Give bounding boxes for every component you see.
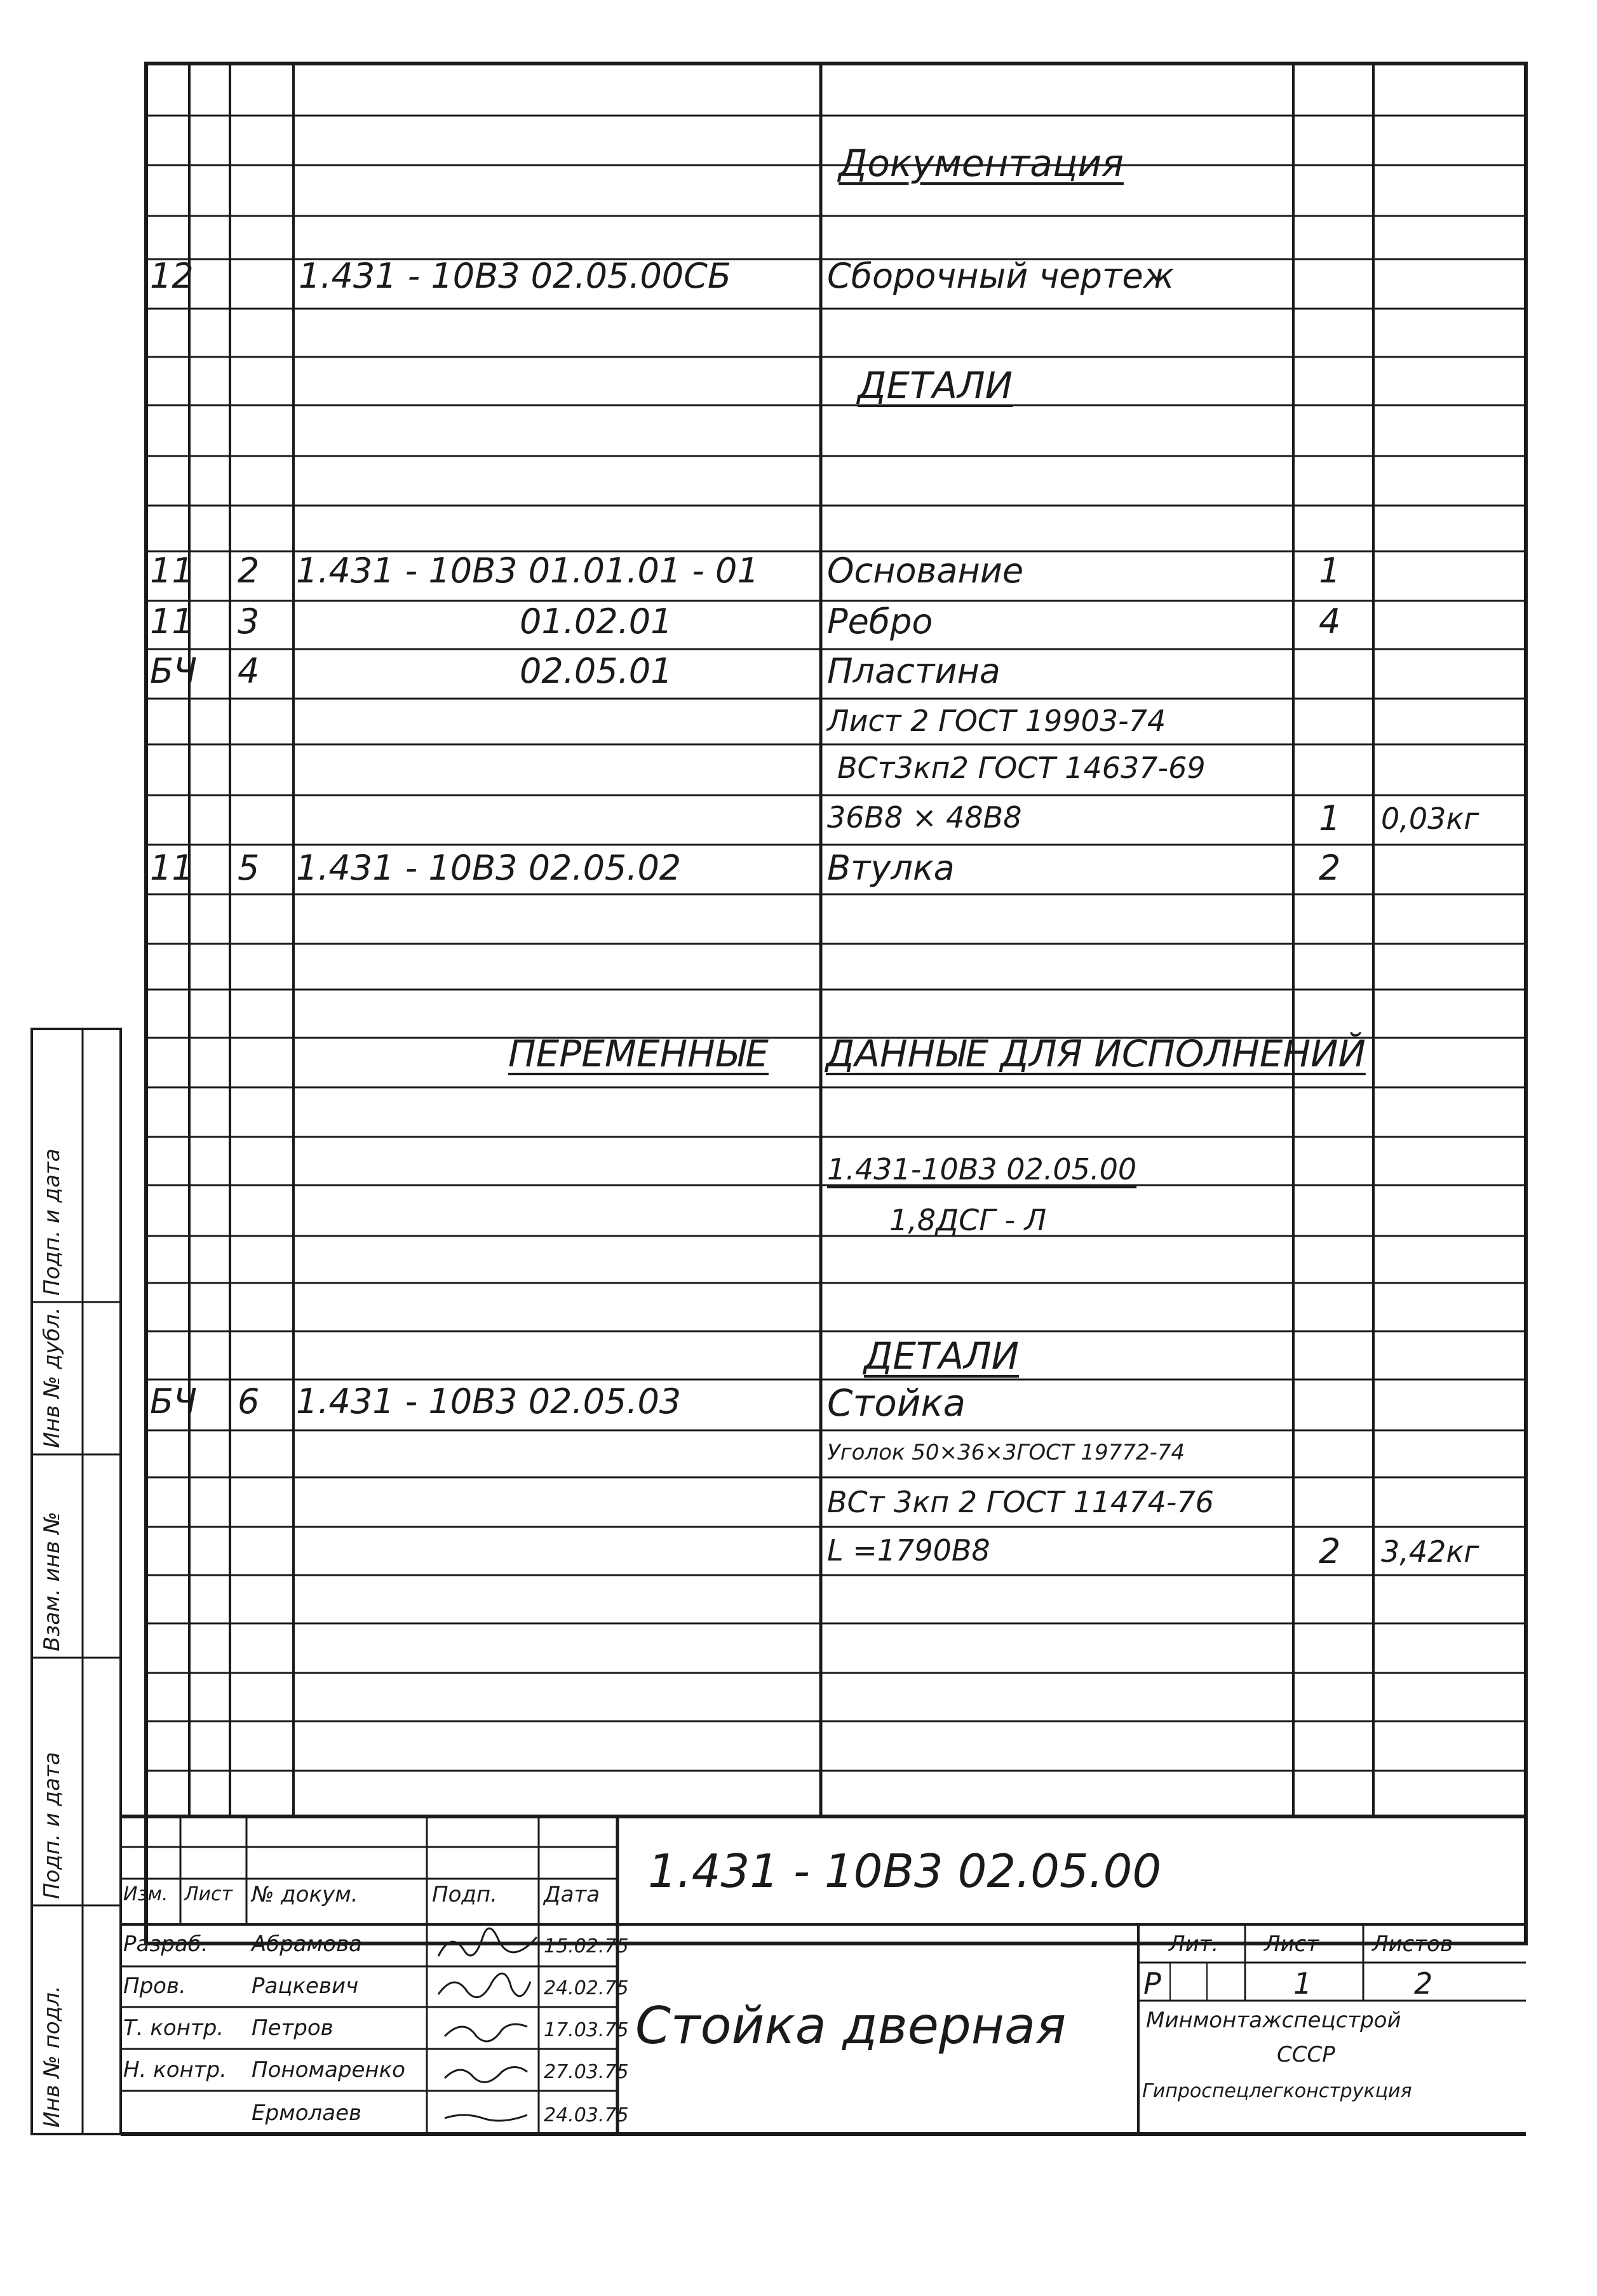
org-line-3: Гипроспецлегконструкция (1142, 2080, 1412, 2102)
person-name: Петров (252, 2015, 334, 2041)
row-pos: 3 (238, 601, 260, 641)
row-format: 11 (150, 601, 194, 641)
section-variable-right: ДАННЫЕ ДЛЯ ИСПОЛНЕНИЙ (826, 1032, 1366, 1075)
row-name: ВСт3кп2 ГОСТ 14637-69 (837, 751, 1206, 785)
stamp-podp-data-2: Подп. и дата (39, 1148, 65, 1296)
person-role: Пров. (123, 1973, 186, 1999)
signature-prov (438, 1973, 530, 1997)
row-name: Втулка (827, 848, 955, 888)
row-note: 0,03кг (1381, 802, 1479, 836)
org-line-2: СССР (1277, 2042, 1335, 2067)
signature-nkontr (445, 2067, 527, 2083)
sheet-value: 1 (1293, 1966, 1312, 2001)
row-qty: 2 (1319, 1531, 1341, 1571)
row-name: Сборочный чертеж (827, 256, 1175, 296)
hdr-sheet: Лист (184, 1883, 233, 1905)
row-name: Пластина (827, 651, 1001, 691)
row-designation: 1.431 - 10В3 02.05.03 (296, 1381, 682, 1421)
row-pos: 5 (238, 848, 260, 888)
person-name: Пономаренко (252, 2057, 405, 2083)
person-name: Рацкевич (252, 1973, 359, 1999)
spec-table-grid (146, 64, 1526, 1944)
section-details-2: ДЕТАЛИ (864, 1334, 1020, 1378)
section-details: ДЕТАЛИ (858, 364, 1013, 407)
row-name: Лист 2 ГОСТ 19903-74 (827, 704, 1166, 738)
stamp-vzam-inv: Взам. инв № (39, 1511, 65, 1651)
person-date: 15.02.75 (544, 1935, 629, 1957)
title-name: Стойка дверная (635, 1996, 1067, 2055)
person-date: 24.03.75 (544, 2104, 629, 2126)
row-name: L =1790В8 (827, 1533, 990, 1568)
sheets-label: Листов (1372, 1931, 1453, 1957)
hdr-date: Дата (544, 1882, 600, 1907)
person-name: Ермолаев (252, 2100, 362, 2126)
row-name: Ребро (827, 601, 933, 641)
row-designation: 01.02.01 (520, 601, 673, 641)
row-designation: 1.431 - 10В3 02.05.00СБ (299, 256, 731, 296)
variant-designation: 1.431-10В3 02.05.00 (827, 1152, 1137, 1186)
row-note: 3,42кг (1381, 1534, 1479, 1569)
person-name: Абрамова (252, 1931, 362, 1957)
row-format: БЧ (150, 651, 198, 691)
lit-value: Р (1143, 1966, 1161, 2001)
row-qty: 1 (1319, 798, 1341, 838)
person-role: Разраб. (123, 1931, 208, 1957)
sheet-label: Лист (1264, 1931, 1319, 1957)
person-date: 17.03.75 (544, 2019, 629, 2041)
hdr-change: Изм. (123, 1883, 168, 1905)
row-pos: 2 (238, 551, 260, 591)
person-role: Н. контр. (123, 2057, 227, 2083)
row-designation: 1.431 - 10В3 02.05.02 (296, 848, 682, 888)
person-date: 24.02.75 (544, 1977, 629, 1999)
row-pos: 4 (238, 651, 260, 691)
row-format: 12 (150, 256, 194, 296)
signature-tkontr (445, 2024, 527, 2041)
row-name: 36В8 × 48В8 (827, 800, 1022, 835)
person-role: Т. контр. (123, 2015, 224, 2041)
signatures (438, 1928, 537, 2121)
row-name: ВСт 3кп 2 ГОСТ 11474-76 (827, 1485, 1214, 1519)
hdr-doc-no: № докум. (252, 1882, 358, 1907)
stamp-podp-data-1: Подп. и дата (39, 1752, 65, 1899)
section-documentation: Документация (839, 142, 1124, 185)
row-name: Стойка (827, 1381, 966, 1425)
row-name: Уголок 50×36×3ГОСТ 19772-74 (827, 1440, 1185, 1465)
hdr-signature: Подп. (432, 1882, 497, 1907)
row-format: 11 (150, 551, 194, 591)
row-qty: 2 (1319, 848, 1341, 888)
row-designation: 1.431 - 10В3 01.01.01 - 01 (296, 551, 759, 591)
sheets-value: 2 (1414, 1966, 1433, 2001)
title-doc-number: 1.431 - 10В3 02.05.00 (648, 1844, 1162, 1898)
row-name: Основание (827, 551, 1024, 591)
lit-label: Лит. (1169, 1931, 1219, 1957)
signature-extra (445, 2115, 527, 2121)
row-qty: 1 (1319, 551, 1341, 591)
row-designation: 02.05.01 (520, 651, 673, 691)
section-variable-left: ПЕРЕМЕННЫЕ (508, 1032, 769, 1075)
row-format: БЧ (150, 1381, 198, 1421)
row-pos: 6 (238, 1381, 260, 1421)
variant-code: 1,8ДСГ - Л (889, 1203, 1047, 1237)
org-line-1: Минмонтажспецстрой (1146, 2008, 1401, 2033)
row-qty: 4 (1319, 601, 1341, 641)
stamp-inv-dubl: Инв № дубл. (39, 1307, 65, 1448)
stamp-inv-podl: Инв № подл. (39, 1985, 65, 2128)
person-date: 27.03.75 (544, 2061, 629, 2083)
row-format: 11 (150, 848, 194, 888)
